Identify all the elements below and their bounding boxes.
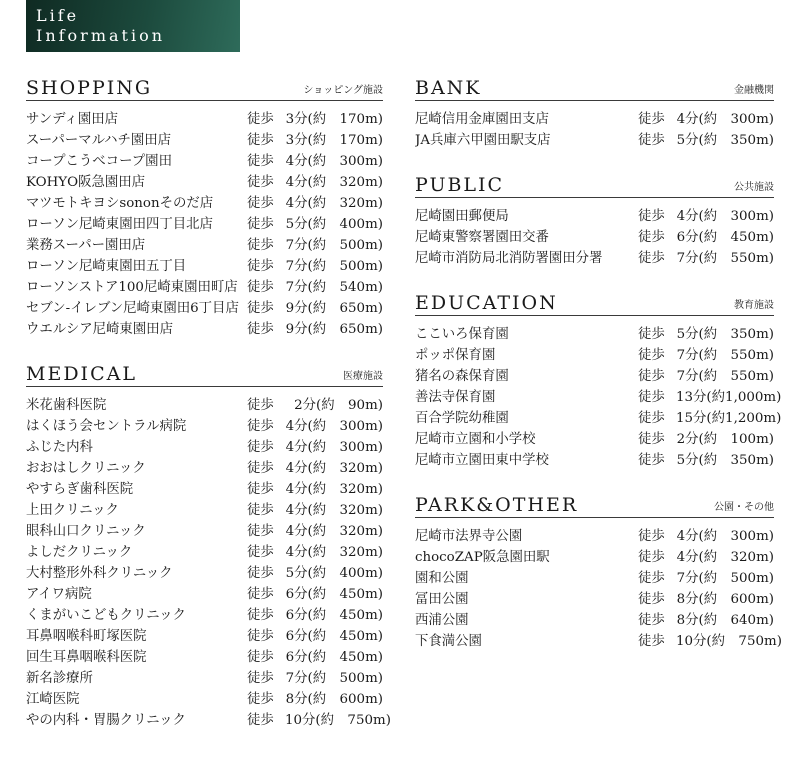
- walk-time: 7分(約 550m): [676, 348, 774, 363]
- facility-name: 百合学院幼稚園: [415, 411, 509, 426]
- facility-name: ふじた内科: [26, 440, 93, 455]
- walk-time: 8分(約 600m): [285, 692, 383, 707]
- facility-row: [26, 456, 383, 477]
- facility-name: 上田クリニック: [26, 503, 119, 518]
- walk-time: 4分(約 320m): [285, 175, 383, 190]
- walk-time: 5分(約 350m): [676, 133, 774, 148]
- walk-time: 4分(約 320m): [285, 545, 383, 560]
- walk-label: 徒歩: [638, 369, 665, 384]
- facility-name: 尼崎東警察署園田交番: [415, 230, 549, 245]
- facility-row: [415, 322, 774, 343]
- walk-label: 徒歩: [247, 440, 274, 455]
- facility-name: ウエルシア尼崎東園田店: [26, 322, 173, 337]
- facility-row: [415, 608, 774, 629]
- facility-list: [415, 204, 774, 267]
- walk-label: 徒歩: [638, 133, 665, 148]
- section-header: [26, 76, 383, 101]
- facility-row: [26, 645, 383, 666]
- facility-row: [415, 587, 774, 608]
- walk-time: 7分(約 550m): [676, 251, 774, 266]
- walk-label: 徒歩: [638, 432, 665, 447]
- facility-row: [415, 406, 782, 427]
- walk-label: 徒歩: [247, 154, 274, 169]
- walk-label: 徒歩: [247, 608, 274, 623]
- facility-name: くまがいこどもクリニック: [26, 608, 186, 623]
- section-title: PARK&OTHER: [415, 494, 579, 516]
- walk-label: 徒歩: [638, 550, 665, 565]
- facility-list: [26, 107, 383, 338]
- walk-time: 7分(約 540m): [285, 280, 383, 295]
- section-title: BANK: [415, 77, 482, 99]
- section-title: EDUCATION: [415, 292, 558, 314]
- facility-name: KOHYO阪急園田店: [26, 175, 146, 190]
- walk-label: 徒歩: [638, 348, 665, 363]
- walk-time: 4分(約 320m): [285, 503, 383, 518]
- walk-label: 徒歩: [247, 398, 274, 413]
- facility-list: [415, 322, 782, 469]
- facility-name: ローソン尼崎東園田五丁目: [26, 259, 187, 274]
- facility-row: [26, 191, 383, 212]
- walk-time: 10分(約 750m): [285, 713, 391, 728]
- section-subtitle: 医療施設: [343, 371, 383, 382]
- facility-name: 業務スーパー園田店: [26, 238, 146, 253]
- facility-name: よしだクリニック: [26, 545, 133, 560]
- section-title: PUBLIC: [415, 174, 505, 196]
- walk-label: 徒歩: [247, 671, 274, 686]
- walk-time: 13分(約1,000m): [676, 390, 782, 405]
- section-header: [415, 76, 774, 101]
- facility-row: [26, 603, 383, 624]
- section-header: [26, 362, 383, 387]
- walk-time: 4分(約 320m): [285, 461, 383, 476]
- facility-name: やの内科・胃腸クリニック: [26, 713, 186, 728]
- walk-label: 徒歩: [247, 238, 274, 253]
- section-medical: [26, 362, 391, 729]
- walk-time: 4分(約 320m): [285, 524, 383, 539]
- facility-row: [26, 435, 383, 456]
- walk-time: 7分(約 500m): [285, 259, 383, 274]
- section-subtitle: 公園・その他: [714, 502, 774, 513]
- facility-list: [26, 393, 391, 729]
- facility-name: JA兵庫六甲園田駅支店: [415, 133, 551, 148]
- walk-label: 徒歩: [638, 390, 665, 405]
- facility-row: [415, 385, 782, 406]
- facility-row: [26, 212, 383, 233]
- badge-line-2: Information: [36, 26, 166, 45]
- walk-label: 徒歩: [247, 650, 274, 665]
- walk-label: 徒歩: [247, 545, 274, 560]
- facility-name: 耳鼻咽喉科町塚医院: [26, 629, 147, 644]
- facility-row: [26, 414, 383, 435]
- walk-time: 3分(約 170m): [285, 133, 383, 148]
- facility-name: 猪名の森保育園: [415, 369, 509, 384]
- facility-row: [26, 296, 383, 317]
- section-shopping: [26, 76, 383, 338]
- facility-row: [26, 233, 383, 254]
- left-column: [26, 76, 391, 753]
- section-education: [415, 291, 782, 469]
- walk-time: 5分(約 350m): [676, 453, 774, 468]
- walk-label: 徒歩: [247, 419, 274, 434]
- walk-label: 徒歩: [247, 196, 274, 211]
- facility-name: ポッポ保育園: [415, 348, 496, 363]
- section-public: [415, 173, 774, 267]
- section-bank: [415, 76, 774, 149]
- facility-row: [26, 149, 383, 170]
- facility-name: 下食満公園: [415, 634, 482, 649]
- facility-name: 尼崎園田郵便局: [415, 209, 509, 224]
- walk-time: 7分(約 500m): [676, 571, 774, 586]
- facility-name: ローソンストア100尼崎東園田町店: [26, 280, 238, 295]
- walk-time: 3分(約 170m): [285, 112, 383, 127]
- facility-name: 江崎医院: [26, 692, 80, 707]
- facility-name: 尼崎市立園和小学校: [415, 432, 536, 447]
- walk-label: 徒歩: [638, 327, 665, 342]
- walk-time: 4分(約 320m): [285, 196, 383, 211]
- facility-row: [415, 246, 774, 267]
- facility-name: スーパーマルハチ園田店: [26, 133, 172, 148]
- walk-time: 5分(約 400m): [285, 217, 383, 232]
- walk-time: 7分(約 500m): [285, 671, 383, 686]
- facility-row: [26, 519, 383, 540]
- facility-row: [415, 343, 774, 364]
- facility-name: コープこうべコープ園田: [26, 154, 172, 169]
- facility-name: 園和公園: [415, 571, 469, 586]
- walk-time: 4分(約 320m): [676, 550, 774, 565]
- walk-label: 徒歩: [247, 301, 274, 316]
- walk-label: 徒歩: [247, 713, 274, 728]
- walk-time: 4分(約 300m): [676, 529, 774, 544]
- walk-label: 徒歩: [638, 453, 665, 468]
- walk-label: 徒歩: [247, 322, 274, 337]
- walk-label: 徒歩: [247, 133, 274, 148]
- facility-row: [415, 225, 774, 246]
- walk-time: 5分(約 350m): [676, 327, 774, 342]
- badge-line-1: Life: [36, 6, 80, 25]
- walk-label: 徒歩: [638, 571, 665, 586]
- section-subtitle: ショッピング施設: [303, 85, 383, 96]
- facility-row: [26, 666, 383, 687]
- facility-row: [415, 107, 774, 128]
- facility-name: 米花歯科医院: [26, 398, 107, 413]
- walk-time: 15分(約1,200m): [676, 411, 782, 426]
- facility-list: [415, 107, 774, 149]
- facility-row: [26, 254, 383, 275]
- section-title: MEDICAL: [26, 363, 137, 385]
- facility-row: [26, 275, 383, 296]
- facility-name: ローソン尼崎東園田四丁目北店: [26, 217, 213, 232]
- walk-time: 4分(約 320m): [285, 482, 383, 497]
- walk-label: 徒歩: [247, 692, 274, 707]
- walk-time: 7分(約 500m): [285, 238, 383, 253]
- walk-label: 徒歩: [638, 411, 665, 426]
- facility-name: セブン-イレブン尼崎東園田6丁目店: [26, 301, 239, 316]
- section-park-other: [415, 493, 782, 650]
- walk-label: 徒歩: [247, 587, 274, 602]
- facility-row: [26, 317, 383, 338]
- facility-name: 西浦公園: [415, 613, 469, 628]
- facility-name: 眼科山口クリニック: [26, 524, 146, 539]
- facility-name: chocoZAP阪急園田駅: [415, 550, 550, 565]
- walk-label: 徒歩: [247, 461, 274, 476]
- section-subtitle: 金融機関: [734, 85, 774, 96]
- facility-row: [26, 687, 383, 708]
- walk-label: 徒歩: [247, 112, 274, 127]
- walk-time: 6分(約 450m): [285, 587, 383, 602]
- facility-row: [26, 624, 383, 645]
- walk-label: 徒歩: [247, 280, 274, 295]
- right-column: [415, 76, 782, 674]
- facility-name: 善法寺保育園: [415, 390, 496, 405]
- walk-time: 4分(約 300m): [285, 154, 383, 169]
- walk-label: 徒歩: [247, 175, 274, 190]
- facility-row: [26, 393, 383, 414]
- facility-row: [26, 540, 383, 561]
- section-subtitle: 教育施設: [734, 300, 774, 311]
- walk-label: 徒歩: [638, 112, 665, 127]
- life-information-badge: [26, 0, 240, 52]
- walk-time: 8分(約 600m): [676, 592, 774, 607]
- walk-label: 徒歩: [247, 217, 274, 232]
- walk-label: 徒歩: [638, 592, 665, 607]
- facility-row: [26, 107, 383, 128]
- walk-time: 7分(約 550m): [676, 369, 774, 384]
- section-title: SHOPPING: [26, 77, 153, 99]
- facility-row: [415, 204, 774, 225]
- facility-row: [415, 448, 774, 469]
- walk-label: 徒歩: [247, 566, 274, 581]
- facility-name: 冨田公園: [415, 592, 469, 607]
- walk-label: 徒歩: [247, 482, 274, 497]
- facility-row: [415, 524, 774, 545]
- walk-time: 4分(約 300m): [285, 440, 383, 455]
- facility-name: 尼崎市立園田東中学校: [415, 453, 549, 468]
- walk-label: 徒歩: [638, 251, 665, 266]
- facility-name: おおはしクリニック: [26, 461, 146, 476]
- section-header: [415, 173, 774, 198]
- walk-label: 徒歩: [247, 524, 274, 539]
- walk-time: 10分(約 750m): [676, 634, 782, 649]
- facility-name: 尼崎信用金庫園田支店: [415, 112, 549, 127]
- facility-name: マツモトキヨシsononそのだ店: [26, 196, 214, 211]
- walk-label: 徒歩: [247, 259, 274, 274]
- walk-label: 徒歩: [638, 634, 665, 649]
- facility-name: やすらぎ歯科医院: [26, 482, 134, 497]
- section-header: [415, 493, 774, 518]
- facility-row: [26, 561, 383, 582]
- facility-name: アイワ病院: [26, 587, 92, 602]
- walk-time: 9分(約 650m): [285, 322, 383, 337]
- facility-name: 尼崎市消防局北消防署園田分署: [415, 251, 603, 266]
- walk-time: 9分(約 650m): [285, 301, 383, 316]
- facility-name: サンディ園田店: [26, 112, 118, 127]
- walk-time: 6分(約 450m): [676, 230, 774, 245]
- facility-name: 尼崎市法界寺公園: [415, 529, 523, 544]
- walk-time: 4分(約 300m): [676, 112, 774, 127]
- facility-row: [415, 427, 774, 448]
- facility-row: [26, 498, 383, 519]
- facility-row: [26, 708, 391, 729]
- facility-row: [415, 629, 782, 650]
- walk-time: 6分(約 450m): [285, 608, 383, 623]
- facility-row: [26, 170, 383, 191]
- facility-row: [415, 545, 774, 566]
- walk-label: 徒歩: [638, 613, 665, 628]
- walk-label: 徒歩: [247, 629, 274, 644]
- walk-time: 8分(約 640m): [676, 613, 774, 628]
- facility-row: [26, 582, 383, 603]
- walk-time: 4分(約 300m): [676, 209, 774, 224]
- walk-label: 徒歩: [638, 230, 665, 245]
- walk-time: 4分(約 300m): [285, 419, 383, 434]
- facility-name: ここいろ保育園: [415, 327, 509, 342]
- facility-row: [415, 128, 774, 149]
- facility-row: [26, 477, 383, 498]
- facility-list: [415, 524, 782, 650]
- section-subtitle: 公共施設: [734, 182, 774, 193]
- section-header: [415, 291, 774, 316]
- walk-time: 2分(約 90m): [294, 398, 383, 413]
- facility-name: 大村整形外科クリニック: [26, 566, 173, 581]
- facility-name: はくほう会セントラル病院: [26, 419, 187, 434]
- walk-label: 徒歩: [638, 209, 665, 224]
- walk-time: 6分(約 450m): [285, 650, 383, 665]
- facility-name: 新名診療所: [26, 671, 93, 686]
- walk-label: 徒歩: [247, 503, 274, 518]
- facility-row: [415, 566, 774, 587]
- walk-time: 2分(約 100m): [676, 432, 774, 447]
- walk-time: 6分(約 450m): [285, 629, 383, 644]
- walk-time: 5分(約 400m): [285, 566, 383, 581]
- facility-name: 回生耳鼻咽喉科医院: [26, 650, 147, 665]
- facility-row: [26, 128, 383, 149]
- walk-label: 徒歩: [638, 529, 665, 544]
- facility-row: [415, 364, 774, 385]
